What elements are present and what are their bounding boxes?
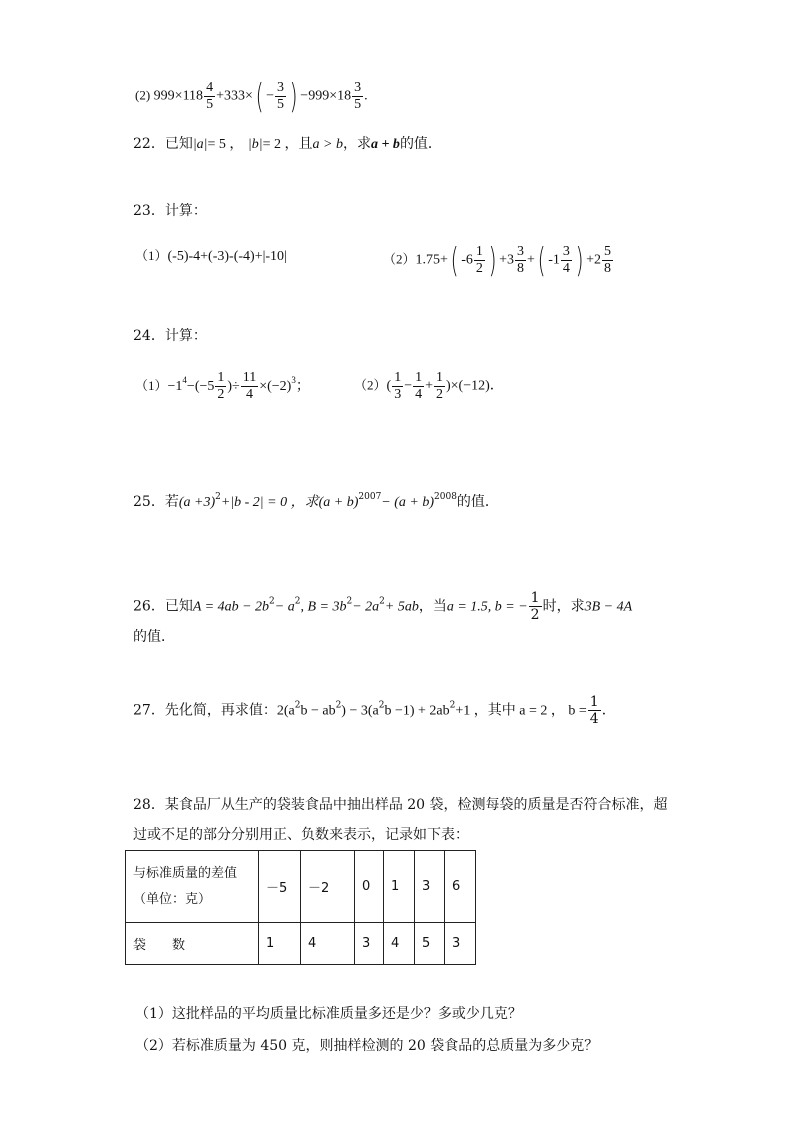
table-cell: 3 [445,923,476,965]
q25-question: 25．若$(a +3)^2+|b - 2| = 0$ ，求$(a + b)^{2007}- (a + b)^{2008}$的值． [133,492,499,510]
q23-title: 23．计算： [133,203,207,219]
table-cell: 5 [415,923,445,965]
q28-sub1: （1）这批样品的平均质量比标准质量多还是少？多或少几克？ [135,1006,522,1022]
q24-part2: （2）( $\frac{1}{3}$ − $\frac{1}{4}$ + $\frac{1}{2}$ )×(−12)． [354,370,504,402]
q23-frac1: $\frac{1}{2}$ [475,244,483,276]
q21-term-b: +333× [216,88,253,104]
q22-abs-b: |b| [247,137,263,152]
q28-sub2: （2）若标准质量为 450 克，则抽样检测的 20 袋食品的总质量为多少克？ [135,1038,599,1054]
q26-frac: $\frac{1}{2}$ [530,590,540,623]
table-header-count: 袋 数 [126,923,259,965]
q27-question: 27．先化简，再求值：$2(a^2b - ab^2) - 3(a^2b -1) + 2ab^2+1$ ，其中 a = 2 ， b = $\frac{1}{4}$ ． [133,694,616,727]
table-cell: 4 [301,923,355,965]
q23-frac3: $\frac{3}{4}$ [562,244,570,276]
table-header-diff: 与标准质量的差值 （单位：克） [126,851,259,923]
q22-expression: a + b [370,137,400,152]
q24-p2-frac3: $\frac{1}{2}$ [436,370,443,402]
q21-frac1: $\frac{4}{5}$ [206,80,214,112]
table-cell: －5 [259,851,301,923]
table-cell: 6 [445,851,476,923]
q28-data-table [125,850,476,965]
q24-part1: $(1)-1^4-(-5$ $\frac{1}{2}$ )÷ $\frac{11}{4}$ $\times(-2)^3$； [135,370,310,403]
table-cell: 3 [355,923,384,965]
q28-line2: 过或不足的部分分别用正、负数来表示，记录如下表： [133,827,469,843]
table-cell: 4 [384,923,415,965]
table-cell: 0 [355,851,384,923]
q21-term-c: −999×18 [300,88,352,104]
q21-p2-label: (2) [135,87,151,103]
q23-part2: （2）1.75+( -6 $\frac{1}{2}$ ) +3 $\frac{3}{8}$ +( -1 $\frac{3}{4}$ ) +2 $\frac{5}{8}$ [383,240,612,281]
q23-p1-expr: (-5)-4+(-3)-(-4)+|-10| [167,249,287,264]
q24-p2-frac1: $\frac{1}{3}$ [394,370,402,402]
q23-frac2: $\frac{3}{8}$ [517,244,525,276]
q24-frac2: $\frac{11}{4}$ [242,370,257,403]
q24-title: 24．计算： [133,328,207,344]
q23-frac4: $\frac{5}{8}$ [604,244,612,276]
q23-part1: （1）(-5)-4+(-3)-(-4)+|-10| [135,248,287,264]
q21-term-a: 999×118 [153,88,204,104]
table-cell: －2 [301,851,355,923]
table-cell: 3 [415,851,445,923]
q21-part2: (2) 999×118 $\frac{4}{5}$ +333×( − $\frac{3}{5}$ ) −999×18 $\frac{3}{5}$ . [135,76,368,117]
q27-frac: $\frac{1}{4}$ [589,694,599,727]
q22-condition: a > b [312,137,343,152]
table-row-counts [126,923,476,965]
q21-frac2: $\frac{3}{5}$ [277,80,285,112]
q24-p2-frac2: $\frac{1}{4}$ [415,370,423,402]
table-cell: 1 [384,851,415,923]
q21-minus: − [266,88,275,104]
q24-frac1: $\frac{1}{2}$ [217,370,225,403]
table-row-diffs [126,851,476,923]
q26-line2: 的值． [133,629,175,645]
q26-question: 26．已知$A = 4ab - 2b^2- a^2$, $B = 3b^2- 2a^2+ 5ab$，当a = 1.5, b = − $\frac{1}{2}$ 时，求3B − 4A [133,590,633,623]
q21-frac3: $\frac{3}{5}$ [354,80,362,112]
q28-line1: 28．某食品厂从生产的袋装食品中抽出样品 20 袋，检测每袋的质量是否符合标准，超 [133,797,668,813]
table-cell: 1 [259,923,301,965]
q22-question: 22．已知|a|= 5 ， |b|= 2 ，且a > b，求a + b的值． [133,136,442,152]
q22-abs-a: |a| [192,137,208,152]
